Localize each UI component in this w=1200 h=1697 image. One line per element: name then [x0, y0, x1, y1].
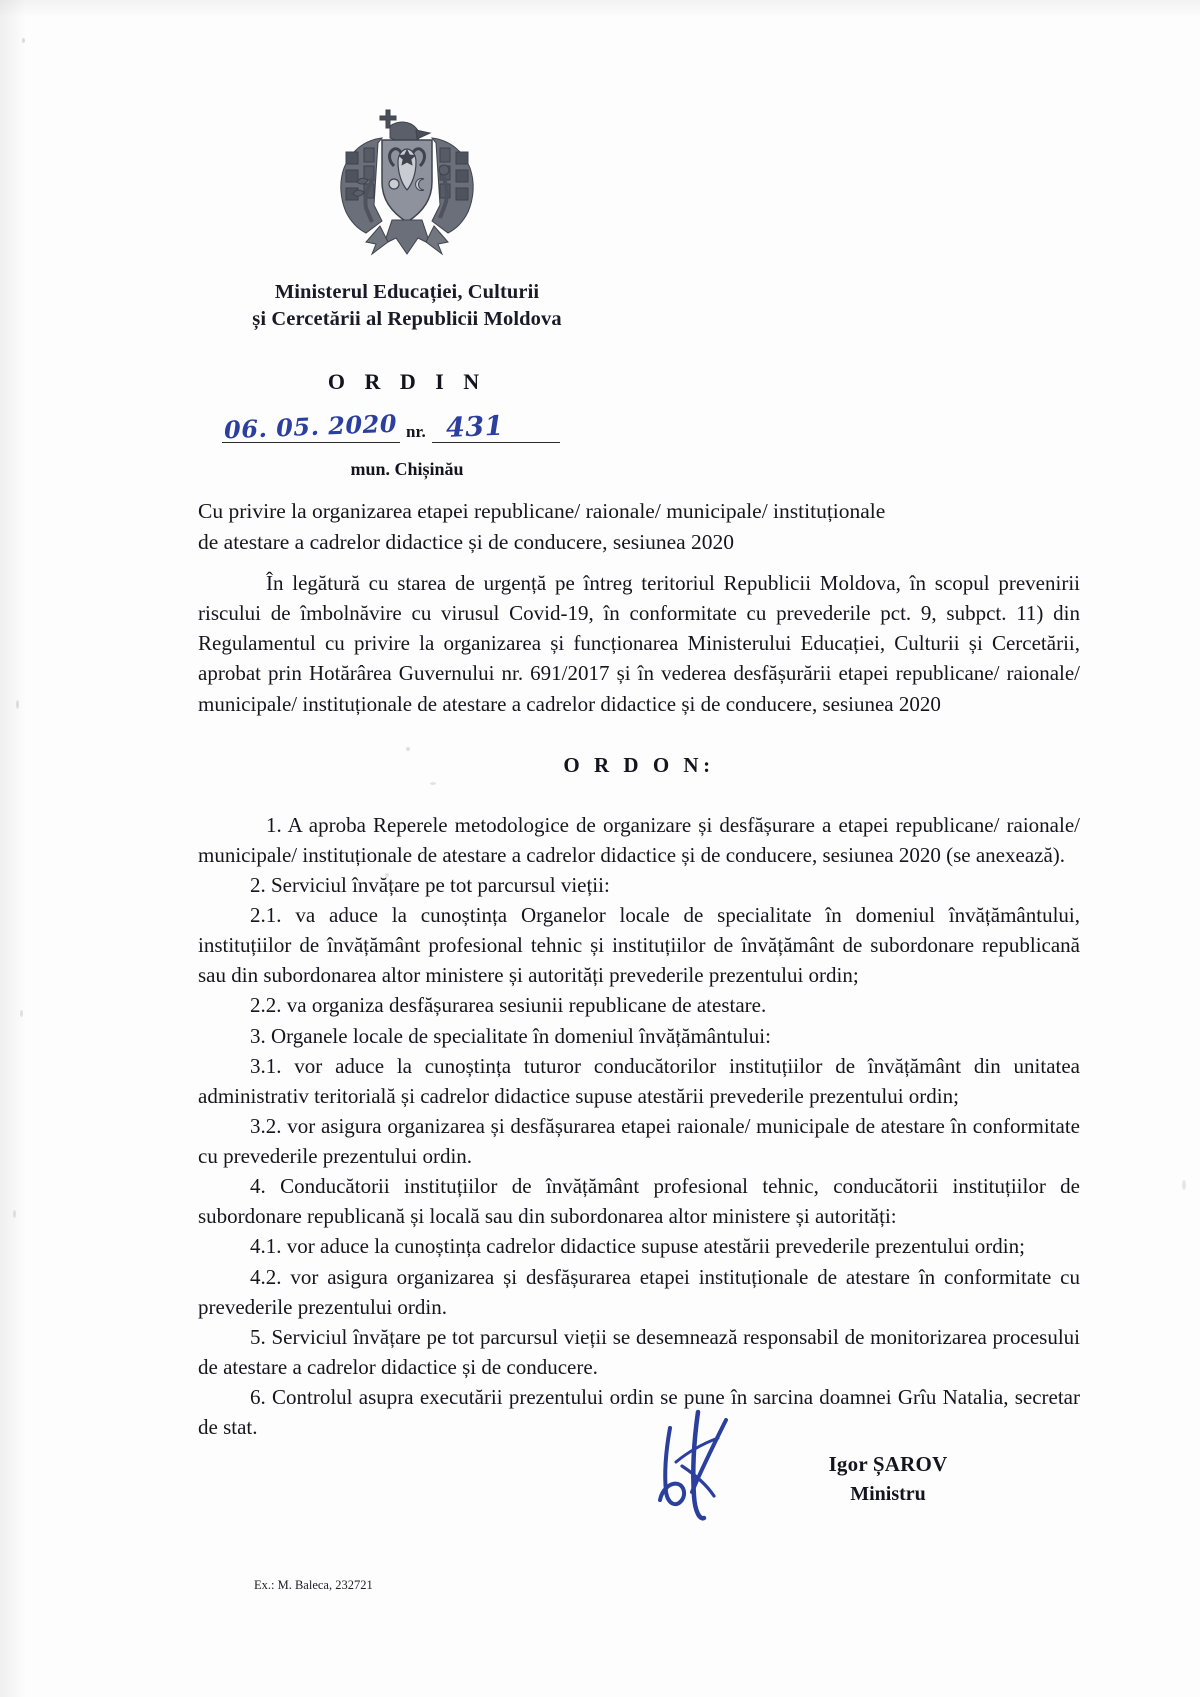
clause-3-2: 3.2. vor asigura organizarea și desfășurarea etapei raionale/ municipale de atestare în conformitate cu prevederile prezentului ordin.	[198, 1113, 1080, 1168]
subject-block	[198, 496, 1078, 557]
clause-2-2: 2.2. va organiza desfășurarea sesiunii republicane de atestare.	[250, 993, 767, 1018]
scan-speck	[20, 1010, 23, 1017]
clause-6: 6. Controlul asupra executării prezentului ordin se pune în sarcina doamnei Grîu Natalia, secretar de stat.	[198, 1385, 1080, 1440]
clause-1: 1. A aproba Reperele metodologice de organizare și desfășurare a etapei republicane/ raionale/ municipale/ instituționale de atestare a cadrelor didactice și de conducere, sesiunea 2020 (se anexează).	[198, 812, 1080, 867]
signer-role: Ministru	[850, 1483, 926, 1505]
date-and-number-line	[222, 409, 592, 443]
ministry-name-line-2: și Cercetării al Republicii Moldova	[252, 308, 562, 331]
scan-speck	[1182, 1180, 1186, 1190]
clause-4-1: 4.1. vor aduce la cunoștința cadrelor didactice supuse atestării prevederile prezentului ordin;	[250, 1234, 1025, 1259]
number-field[interactable]	[432, 412, 560, 443]
scan-edge-shading-left	[0, 0, 26, 1697]
scan-speck	[16, 700, 19, 709]
city-label: mun. Chișinău	[350, 459, 464, 480]
executor-footer: Ex.: M. Baleca, 232721	[254, 1578, 373, 1592]
handwritten-date: 06. 05. 2020	[223, 408, 398, 445]
clause-2-1: 2.1. va aduce la cunoștința Organelor locale de specialitate în domeniul învățământului, instituțiilor de învățământ profesional tehnic și instituțiilor de învățământ de subordonare republicană sau din subordonarea altor ministere și autorități prevederile prezentului ordin;	[198, 903, 1080, 988]
clause-2: 2. Serviciul învățare pe tot parcursul vieții:	[250, 872, 610, 897]
signer-identity	[748, 1452, 1028, 1506]
clause-5: 5. Serviciul învățare pe tot parcursul vieții se desemnează responsabil de monitorizarea procesului de atestare a cadrelor didactice și de conducere.	[198, 1324, 1080, 1379]
clause-4: 4. Conducătorii instituțiilor de învățământ profesional tehnic, conducătorii instituțiilor de subordonare republicană și locală sau din subordonarea altor ministere și autorități:	[198, 1174, 1080, 1229]
subject-line-1: Cu privire la organizarea etapei republicane/ raionale/ municipale/ instituționale	[198, 499, 886, 523]
preamble-paragraph: În legătură cu starea de urgență pe întreg teritoriul Republicii Moldova, în scopul prevenirii riscului de îmbolnăvire cu virusul Covid-19, în conformitate cu prevederile pct. 9, subpct. 11) din Regulamentul cu privire la organizarea și funcționarea Ministerului Educației, Culturii și Cercetării, aprobat prin Hotărârea Guvernului nr. 691/2017 și în vederea desfășurării etapei republicane/ raionale/ municipale/ instituționale de atestare a cadrelor didactice și de conducere, sesiunea 2020	[198, 571, 1080, 716]
ministry-name-line-1: Ministerul Educației, Culturii	[274, 281, 540, 303]
signer-name: Igor ȘAROV	[828, 1452, 948, 1476]
scan-edge-shading-top	[0, 0, 1200, 18]
date-field[interactable]	[222, 408, 400, 445]
signature-block	[640, 1400, 1060, 1530]
scan-speck	[22, 38, 25, 43]
coat-of-arms-icon	[312, 100, 502, 265]
scan-speck	[13, 1210, 16, 1218]
handwritten-number: 431	[445, 410, 505, 444]
document-body	[198, 568, 1080, 1442]
ordon-heading: O R D O N:	[563, 752, 715, 777]
order-heading: O R D I N	[327, 369, 487, 395]
clause-3-1: 3.1. vor aduce la cunoștința tuturor conducătorilor instituțiilor de învățământ din unitatea administrativ teritorială și cadrelor didactice supuse atestării prevederile prezentului ordin;	[198, 1053, 1080, 1108]
document-header	[222, 100, 592, 480]
ministry-name	[222, 279, 592, 333]
nr-label: nr.	[406, 422, 426, 442]
subject-line-2: de atestare a cadrelor didactice și de conducere, sesiunea 2020	[198, 529, 735, 554]
clause-4-2: 4.2. vor asigura organizarea și desfășurarea etapei instituționale de atestare în conformitate cu prevederile prezentului ordin.	[198, 1264, 1080, 1319]
clause-3: 3. Organele locale de specialitate în domeniul învățământului:	[250, 1023, 771, 1048]
